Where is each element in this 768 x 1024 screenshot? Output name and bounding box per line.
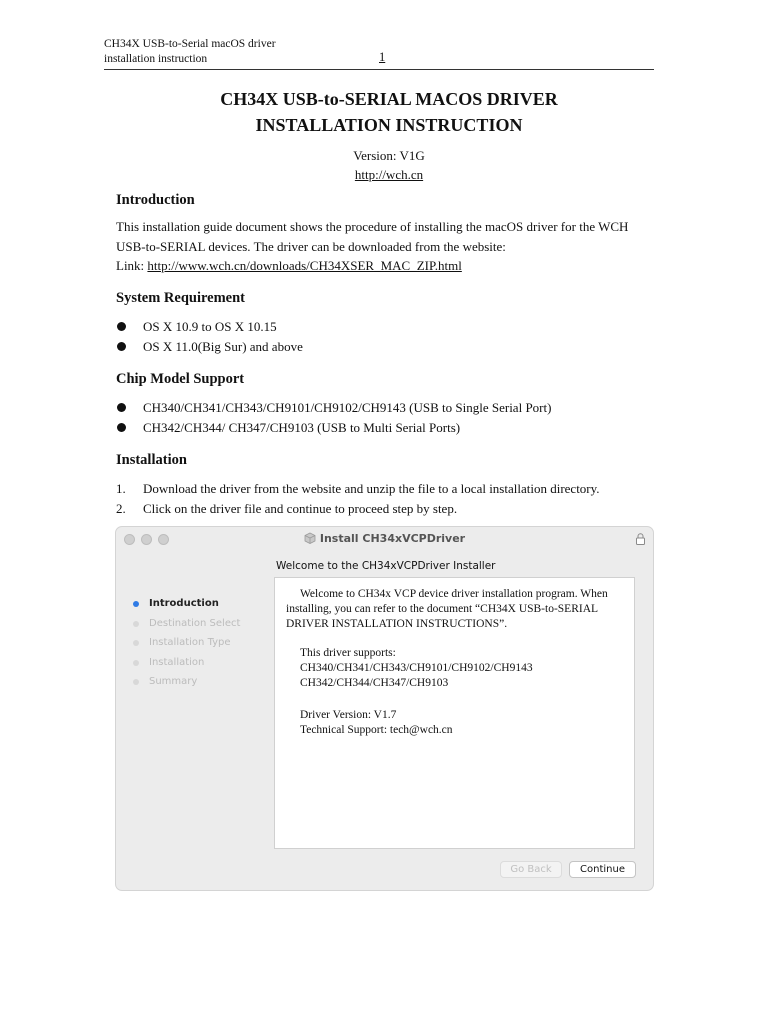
step-indicator-icon [133,640,139,646]
step-indicator-icon [133,679,139,685]
go-back-button[interactable]: Go Back [500,861,562,878]
step-label: Destination Select [149,617,241,629]
installer-steps-sidebar [132,596,240,694]
document-title [104,86,674,138]
installer-heading: Welcome to the CH34xVCPDriver Installer [276,560,496,572]
step-number: 2. [116,500,126,516]
technical-support: Technical Support: tech@wch.cn [300,724,453,736]
download-link[interactable]: http://www.wch.cn/downloads/CH34XSER_MAC_ZIP.html [147,258,462,273]
step-destination-select [132,616,240,636]
installation-heading: Installation [116,452,187,468]
lock-icon[interactable] [636,533,645,545]
supports-line1: CH340/CH341/CH343/CH9101/CH9102/CH9143 [300,662,533,674]
introduction-text [116,217,661,276]
continue-button[interactable]: Continue [569,861,636,878]
list-item [116,418,661,438]
installer-content-pane [274,577,635,849]
list-item-text: CH340/CH341/CH343/CH9101/CH9102/CH9143 (USB to Single Serial Port) [143,400,552,415]
installation-steps [116,479,661,518]
version-label: Version: V1G [353,148,425,163]
bullet-icon [117,423,126,432]
window-title-text: Install CH34xVCPDriver [319,532,466,545]
list-item [116,398,661,418]
supports-block [300,646,533,691]
step-label: Introduction [149,598,219,609]
header-title-line1: CH34X USB-to-Serial macOS driver [104,38,276,50]
header-title-line2: installation instruction [104,53,208,65]
welcome-text: Welcome to CH34x VCP device driver installation program. When installing, you can refer to the document “CH34X USB-to-SERIAL DRIVER INSTALLATION INSTRUCTIONS”. [286,588,608,630]
page-number: 1 [379,50,386,64]
introduction-line2: USB-to-SERIAL devices. The driver can be downloaded from the website: [116,238,506,254]
supports-line2: CH342/CH344/CH347/CH9103 [300,677,449,689]
step-installation-type [132,635,240,655]
link-label: Link: [116,258,148,273]
step-installation [132,655,240,675]
chip-support-heading: Chip Model Support [116,371,245,387]
system-requirement-heading: System Requirement [116,290,246,306]
list-item [116,337,661,357]
step-label: Summary [149,676,198,687]
download-link-row [116,256,661,276]
driver-version: Driver Version: V1.7 [300,709,397,721]
document-title-line2: INSTALLATION INSTRUCTION [255,115,523,135]
step-number: 1. [116,481,126,496]
website-link[interactable]: http://wch.cn [354,167,424,182]
bullet-icon [117,342,126,351]
list-item-text: CH342/CH344/ CH347/CH9103 (USB to Multi Serial Ports) [143,419,461,435]
introduction-line1: This installation guide document shows the procedure of installing the macOS driver for the WCH [116,219,629,234]
list-item [116,479,661,499]
step-indicator-icon [133,601,139,607]
list-item [116,499,661,519]
step-text: Click on the driver file and continue to proceed step by step. [143,500,458,516]
bullet-icon [117,322,126,331]
step-label: Installation Type [149,637,231,648]
title-bar [116,527,653,551]
step-indicator-icon [133,660,139,666]
document-title-line1: CH34X USB-to-SERIAL MACOS DRIVER [220,89,558,109]
window-title [116,532,653,545]
page-header [104,37,654,70]
bullet-icon [117,403,126,412]
step-introduction [132,596,240,616]
system-requirement-list [116,317,661,356]
step-summary [132,674,240,694]
installer-window [115,526,654,891]
introduction-heading: Introduction [116,192,195,208]
version-block [300,708,453,738]
step-label: Installation [149,656,205,668]
list-item [116,317,661,337]
step-indicator-icon [133,621,139,627]
supports-title: This driver supports: [300,647,396,659]
list-item-text: OS X 10.9 to OS X 10.15 [143,319,277,334]
step-text: Download the driver from the website and unzip the file to a local installation directory. [143,481,600,496]
list-item-text: OS X 11.0(Big Sur) and above [143,338,303,354]
package-icon [304,532,316,544]
chip-support-list [116,398,661,437]
